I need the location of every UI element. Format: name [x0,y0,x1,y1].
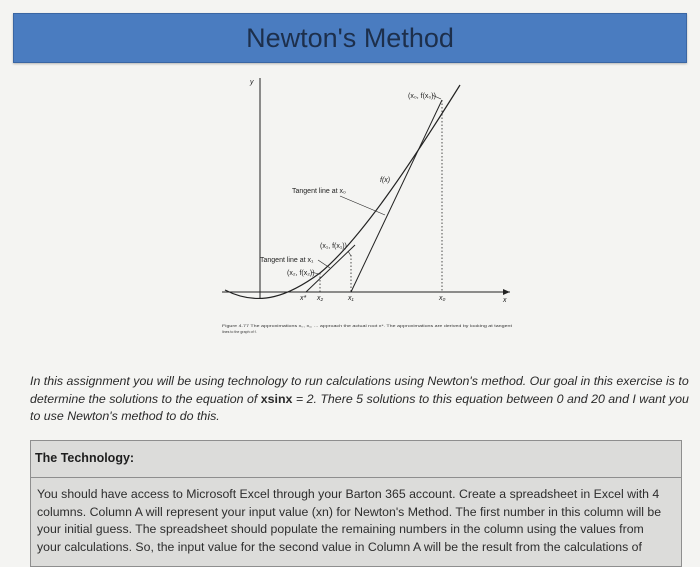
tangent-x1-label: Tangent line at x₁ [260,257,314,264]
technology-divider [31,477,681,478]
tangent-line-x1 [306,245,355,292]
leader-tangent-x0 [340,196,385,215]
tick-x2-label: x₂ [317,295,324,302]
point-x0-label: (x₀, f(x₀)) [408,93,436,100]
intro-text-part1: In this assignment you will be using technology to run calculations using Newton's method. Our goal in this exercise is to determine the solutions to the equation of [30,374,689,406]
title-banner [13,13,687,63]
page-title: Newton's Method [246,23,454,53]
technology-line-3: your initial guess. The spreadsheet should populate the remaining numbers in the column using the values from [37,522,644,537]
y-axis-label: y [250,79,254,86]
figure-caption-line1: Figure 4.77 The approximations x₀, x₁, ... approach the actual root x*. The approximations are derived by looking at tangent [222,324,513,328]
technology-line-4: your calculations. So, the input value for the second value in Column A will be the result from the calculations of [37,539,642,554]
tangent-x0-label: Tangent line at x₀ [292,188,346,195]
leader-x1 [348,251,351,256]
root-label: x* [300,295,307,302]
technology-line-2: columns. Column A will represent your input value (xn) for Newton's Method. The first number in this column will be [37,504,662,519]
intro-text-part2: = 2. There 5 solutions to this equation between 0 and 20 and I want you to use Newton's method to do this. [30,391,689,423]
point-x1-label: (x₁, f(x₁)) [320,243,347,250]
x-axis-arrow [503,289,510,295]
technology-line-1: You should have access to Microsoft Excel through your Barton 365 account. Create a spreadsheet in Excel with 4 [37,487,660,501]
technology-body [37,486,683,556]
assignment-intro [30,373,690,426]
curve-label: f(x) [380,177,391,184]
point-x2-label: (x₂, f(x₂)) [287,270,315,277]
tick-x0-label: x₀ [439,295,446,302]
technology-title: The Technology: [35,451,135,465]
x-axis-label: x [503,297,507,304]
tick-x1-label: x₁ [348,295,354,302]
newton-method-figure [210,70,520,340]
newton-method-diagram [210,70,520,340]
leader-tangent-x1 [318,260,330,268]
technology-section [30,440,682,567]
figure-caption-line2: lines to the graph of f. [222,330,257,334]
intro-equation: xsinx [260,391,293,406]
tangent-line-x0 [351,100,442,292]
